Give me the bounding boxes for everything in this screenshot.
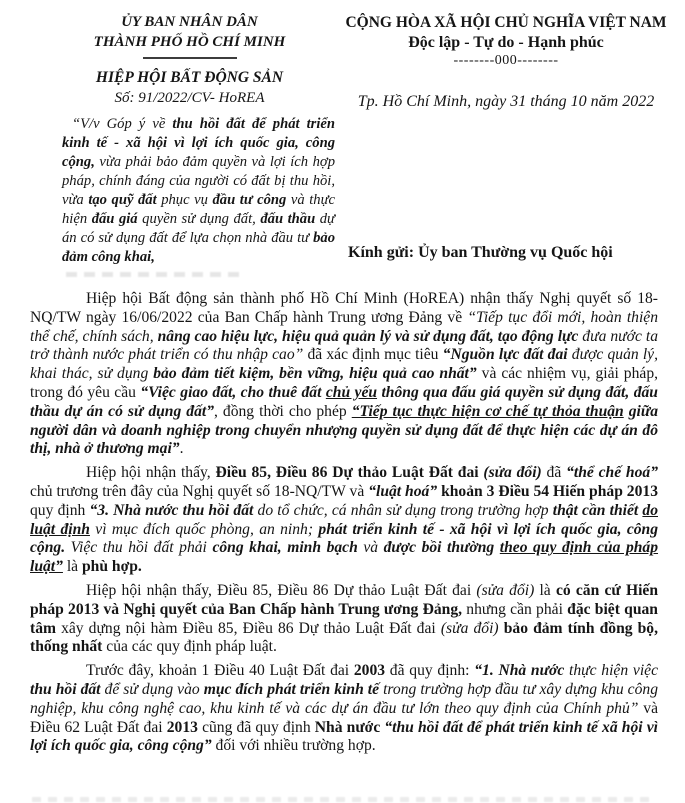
letter-header (0, 0, 685, 277)
salutation-line: Kính gửi: Ủy ban Thường vụ Quốc hội (348, 244, 613, 261)
faded-cropped-bottom-line (32, 797, 655, 802)
issuer-agency-line2: THÀNH PHỐ HỒ CHÍ MINH (93, 34, 286, 50)
document-subject: “V/v Góp ý về thu hồi đất để phát triển kinh tế - xã hội vì lợi ích quốc gia, công cộng, vừa phải bảo đảm quyền và lợi ích hợp pháp, chính đáng của người có đất bị thu hồi, vừa tạo quỹ đất phục vụ đầu tư công và thực hiện đấu giá quyền sử dụng đất, đấu thầu dự án có sử dụng đất để lựa chọn nhà đầu tư bảo đảm công khai, (62, 116, 336, 265)
issuer-block (0, 12, 335, 277)
body-paragraph-1: Hiệp hội Bất động sản thành phố Hồ Chí Minh (HoREA) nhận thấy Nghị quyết số 18-NQ/TW ngày 16/06/2022 của Ban Chấp hành Trung ương Đảng về “Tiếp tục đổi mới, hoàn thiện thể chế, chính sách, nâng cao hiệu lực, hiệu quả quản lý và sử dụng đất, tạo động lực đưa nước ta trở thành nước phát triển có thu nhập cao” đã xác định mục tiêu “Nguồn lực đất đai được quản lý, khai thác, sử dụng bảo đảm tiết kiệm, bền vững, hiệu quả cao nhất” và các nhiệm vụ, giải pháp, trong đó yêu cầu “Việc giao đất, cho thuê đất chủ yếu thông qua đấu giá quyền sử dụng đất, đấu thầu dự án có sử dụng đất”, đồng thời cho phép “Tiếp tục thực hiện cơ chế tự thỏa thuận giữa người dân và doanh nghiệp trong chuyển nhượng quyền sử dụng đất để thực hiện các dự án đô thị, nhà ở thương mại”. (30, 290, 659, 458)
national-block (335, 12, 685, 277)
issuer-divider-rule (143, 57, 237, 59)
place-and-date: Tp. Hồ Chí Minh, ngày 31 tháng 10 năm 2022 (357, 93, 655, 110)
national-header: CỘNG HÒA XÃ HỘI CHỦ NGHĨA VIỆT NAM (345, 14, 667, 31)
body-paragraph-2: Hiệp hội nhận thấy, Điều 85, Điều 86 Dự thảo Luật Đất đai (sửa đổi) đã “thể chế hoá” chủ trương trên đây của Nghị quyết số 18-NQ/TW và “luật hoá” khoản 3 Điều 54 Hiến pháp 2013 quy định “3. Nhà nước thu hồi đất do tổ chức, cá nhân sử dụng trong trường hợp thật cần thiết do luật định vì mục đích quốc phòng, an ninh; phát triển kinh tế - xã hội vì lợi ích quốc gia, công cộng. Việc thu hồi đất phải công khai, minh bạch và được bồi thường theo quy định của pháp luật” là phù hợp. (30, 464, 659, 576)
document-ref-number: Số: 91/2022/CV- HoREA (114, 90, 265, 106)
issuer-org-name: HIỆP HỘI BẤT ĐỘNG SẢN (95, 69, 284, 86)
faded-cropped-text-line (66, 272, 246, 277)
national-motto: Độc lập - Tự do - Hạnh phúc (408, 34, 604, 51)
letter-body (0, 290, 685, 756)
body-paragraph-4: Trước đây, khoản 1 Điều 40 Luật Đất đai 2003 đã quy định: “1. Nhà nước thực hiện việc thu hồi đất để sử dụng vào mục đích phát triển kinh tế trong trường hợp đầu tư xây dựng khu công nghiệp, khu công nghệ cao, khu kinh tế và các dự án đầu tư lớn theo quy định của Chính phủ” và Điều 62 Luật Đất đai 2013 cũng đã quy định Nhà nước “thu hồi đất để phát triển kinh tế xã hội vì lợi ích quốc gia, công cộng” đối với nhiều trường hợp. (30, 662, 658, 755)
motto-divider: --------000-------- (453, 53, 559, 68)
issuer-agency-line1: ỦY BAN NHÂN DÂN (121, 14, 258, 30)
body-paragraph-3: Hiệp hội nhận thấy, Điều 85, Điều 86 Dự thảo Luật Đất đai (sửa đổi) là có căn cứ Hiến pháp 2013 và Nghị quyết của Ban Chấp hành Trung ương Đảng, nhưng cần phải đặc biệt quan tâm xây dựng nội hàm Điều 85, Điều 86 Dự thảo Luật Đất đai (sửa đổi) bảo đảm tính đồng bộ, thống nhất của các quy định pháp luật. (30, 581, 658, 656)
